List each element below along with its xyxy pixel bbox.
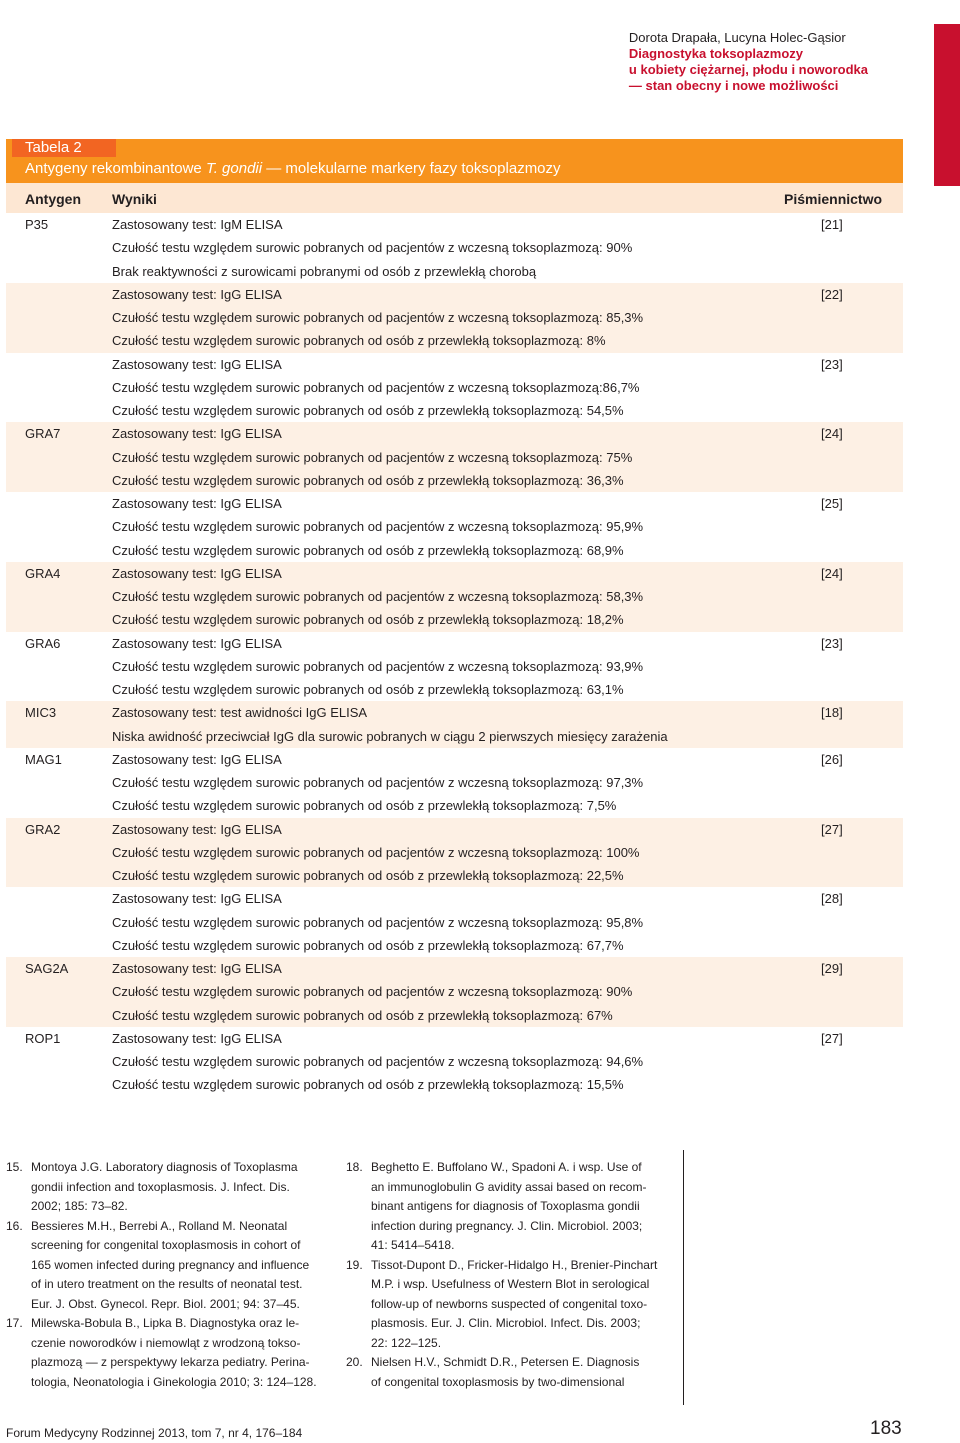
- table-row: [6, 771, 903, 794]
- table-body: [6, 213, 903, 1097]
- cell-result: Czułość testu względem surowic pobranych od osób z przewlekłą toksoplazmozą: 7,5%: [112, 798, 617, 814]
- table-row: [6, 632, 903, 655]
- cell-result: Zastosowany test: IgG ELISA: [112, 961, 282, 976]
- cell-result: Zastosowany test: IgG ELISA: [112, 635, 282, 651]
- cell-result: Czułość testu względem surowic pobranych od osób z przewlekłą toksoplazmozą: 36,3%: [112, 472, 624, 488]
- table-title-prefix: Antygeny rekombinantowe: [25, 160, 206, 177]
- cell-reference: [29]: [821, 961, 843, 976]
- reference-number: 19.: [346, 1257, 363, 1272]
- reference-line: gondii infection and toxoplasmosis. J. Infect. Dis.: [31, 1179, 290, 1194]
- table-row: [6, 260, 903, 283]
- cell-result: Czułość testu względem surowic pobranych od osób z przewlekłą toksoplazmozą: 15,5%: [112, 1077, 624, 1093]
- table-row: [6, 980, 903, 1003]
- cell-result: Czułość testu względem surowic pobranych od pacjentów z wczesną toksoplazmozą: 95,8%: [112, 914, 644, 930]
- table-header: [6, 183, 903, 213]
- table-row: [6, 725, 903, 748]
- running-header: [629, 30, 868, 94]
- reference-line: infection during pregnancy. J. Clin. Microbiol. 2003;: [371, 1218, 643, 1233]
- table-row: [6, 608, 903, 631]
- cell-result: Zastosowany test: IgG ELISA: [112, 356, 282, 372]
- cell-result: Czułość testu względem surowic pobranych od osób z przewlekłą toksoplazmozą: 8%: [112, 333, 606, 349]
- cell-result: Czułość testu względem surowic pobranych od pacjentów z wczesną toksoplazmozą: 97,3%: [112, 775, 644, 790]
- header-authors: Dorota Drapała, Lucyna Holec-Gąsior: [628, 30, 846, 45]
- cell-reference: [24]: [821, 426, 843, 442]
- cell-result: Czułość testu względem surowic pobranych od pacjentów z wczesną toksoplazmozą: 100%: [112, 844, 640, 860]
- cell-reference: [23]: [821, 635, 843, 651]
- table-row: [6, 701, 903, 724]
- table-row: [6, 353, 903, 376]
- cell-reference: [18]: [821, 705, 843, 721]
- cell-result: Czułość testu względem surowic pobranych od osób z przewlekłą toksoplazmozą: 67%: [112, 1007, 613, 1023]
- reference-line: follow-up of newborns suspected of congenital toxo-: [371, 1296, 648, 1311]
- reference-item: [6, 1314, 328, 1392]
- cell-antigen: GRA7: [25, 426, 61, 442]
- cell-result: Zastosowany test: IgG ELISA: [112, 426, 282, 442]
- cell-reference: [24]: [821, 565, 843, 581]
- table-row: [6, 399, 903, 422]
- cell-result: Brak reaktywności z surowicami pobranymi od osób z przewlekłą chorobą: [112, 263, 537, 279]
- reference-line: Montoya J.G. Laboratory diagnosis of Toxoplasma: [31, 1160, 298, 1174]
- cell-antigen: P35: [25, 217, 49, 232]
- table-title: [25, 159, 561, 179]
- reference-line: Nielsen H.V., Schmidt D.R., Petersen E. Diagnosis: [371, 1355, 640, 1369]
- cell-result: Czułość testu względem surowic pobranych od pacjentów z wczesną toksoplazmozą: 85,3%: [112, 310, 644, 325]
- cell-result: Czułość testu względem surowic pobranych od osób z przewlekłą toksoplazmozą: 67,7%: [112, 937, 624, 953]
- table-row: [6, 236, 903, 259]
- cell-result: Zastosowany test: test awidności IgG ELISA: [112, 705, 368, 721]
- cell-antigen: GRA6: [25, 635, 61, 651]
- reference-line: of congenital toxoplasmosis by two-dimensional: [371, 1374, 625, 1389]
- table-row: [6, 562, 903, 585]
- table-row: [6, 1073, 903, 1096]
- cell-antigen: GRA2: [25, 821, 61, 837]
- reference-number: 17.: [6, 1316, 23, 1330]
- table-caption: [6, 139, 903, 183]
- reference-item: [6, 1217, 328, 1315]
- cell-result: Czułość testu względem surowic pobranych od pacjentów z wczesną toksoplazmozą:86,7%: [112, 379, 640, 395]
- reference-line: 165 women infected during pregnancy and influence: [31, 1257, 310, 1272]
- cell-result: Zastosowany test: IgG ELISA: [112, 496, 282, 511]
- table-row: [6, 306, 903, 329]
- reference-line: Beghetto E. Buffolano W., Spadoni A. i wsp. Use of: [371, 1160, 642, 1174]
- reference-line: Eur. J. Obst. Gynecol. Repr. Biol. 2001; 94: 37–45.: [31, 1296, 300, 1311]
- cell-result: Czułość testu względem surowic pobranych od osób z przewlekłą toksoplazmozą: 18,2%: [112, 612, 624, 628]
- table-label: Tabela 2: [25, 139, 82, 156]
- column-header-references: Piśmiennictwo: [784, 191, 883, 207]
- reference-line: of in utero treatment on the results of neonatal test.: [31, 1277, 303, 1291]
- table-row: [6, 1050, 903, 1073]
- cell-result: Zastosowany test: IgG ELISA: [112, 565, 282, 581]
- reference-item: [346, 1256, 676, 1354]
- table-row: [6, 283, 903, 306]
- table-row: [6, 794, 903, 817]
- cell-antigen: MIC3: [25, 705, 57, 721]
- reference-line: Tissot-Dupont D., Fricker-Hidalgo H., Brenier-Pinchart: [371, 1257, 658, 1272]
- cell-result: Czułość testu względem surowic pobranych od pacjentów z wczesną toksoplazmozą: 94,6%: [112, 1054, 644, 1069]
- table-row: [6, 585, 903, 608]
- page-number: 183: [870, 1418, 902, 1439]
- cell-antigen: ROP1: [25, 1030, 61, 1046]
- header-title-line-2: u kobiety ciężarnej, płodu i noworodka: [628, 62, 868, 77]
- table-title-suffix: — molekularne markery fazy toksoplazmozy: [262, 160, 561, 177]
- reference-line: tologia, Neonatologia i Ginekologia 2010; 3: 124–128.: [31, 1374, 317, 1389]
- cell-result: Zastosowany test: IgG ELISA: [112, 1030, 282, 1046]
- cell-reference: [22]: [821, 286, 843, 302]
- cell-antigen: SAG2A: [25, 961, 69, 976]
- column-divider: [683, 1150, 684, 1405]
- table-row: [6, 469, 903, 492]
- table-row: [6, 376, 903, 399]
- table-row: [6, 655, 903, 678]
- column-header-results: Wyniki: [112, 191, 157, 207]
- reference-line: screening for congenital toxoplasmosis in cohort of: [31, 1238, 301, 1252]
- cell-reference: [26]: [821, 751, 843, 767]
- reference-number: 16.: [6, 1218, 23, 1233]
- table-row: [6, 818, 903, 841]
- header-title-line-3: — stan obecny i nowe możliwości: [628, 78, 839, 93]
- reference-line: an immunoglobulin G avidity assai based on recom-: [371, 1179, 647, 1194]
- cell-result: Czułość testu względem surowic pobranych od pacjentów z wczesną toksoplazmozą: 95,9%: [112, 519, 644, 535]
- reference-number: 15.: [6, 1160, 23, 1174]
- table-row: [6, 864, 903, 887]
- references-right-column: [346, 1158, 676, 1392]
- table-row: [6, 422, 903, 445]
- cell-antigen: MAG1: [25, 751, 62, 767]
- table-row: [6, 841, 903, 864]
- table-row: [6, 446, 903, 469]
- cell-result: Zastosowany test: IgG ELISA: [112, 286, 282, 302]
- cell-result: Czułość testu względem surowic pobranych od osób z przewlekłą toksoplazmozą: 63,1%: [112, 682, 624, 697]
- cell-reference: [25]: [821, 496, 843, 511]
- cell-result: Zastosowany test: IgG ELISA: [112, 751, 282, 767]
- references-left-column: [6, 1158, 328, 1392]
- cell-reference: [21]: [821, 217, 843, 232]
- cell-reference: [28]: [821, 891, 843, 907]
- footer-journal: Forum Medycyny Rodzinnej 2013, tom 7, nr 4, 176–184: [6, 1426, 303, 1440]
- header-title-line-1: Diagnostyka toksoplazmozy: [628, 46, 804, 61]
- cell-result: Czułość testu względem surowic pobranych od pacjentów z wczesną toksoplazmozą: 90%: [112, 984, 633, 1000]
- column-header-antigen: Antygen: [25, 191, 81, 207]
- reference-line: plasmosis. Eur. J. Clin. Microbiol. Infect. Dis. 2003;: [371, 1316, 641, 1330]
- table-row: [6, 1027, 903, 1050]
- reference-line: czenie noworodków i niemowląt z wrodzoną tokso-: [31, 1335, 301, 1350]
- table-row: [6, 492, 903, 515]
- reference-line: 22: 122–125.: [371, 1335, 442, 1350]
- cell-result: Zastosowany test: IgG ELISA: [112, 891, 282, 907]
- table-row: [6, 515, 903, 538]
- reference-number: 20.: [346, 1355, 363, 1369]
- cell-result: Zastosowany test: IgG ELISA: [112, 821, 282, 837]
- reference-item: [6, 1158, 328, 1217]
- cell-result: Czułość testu względem surowic pobranych od pacjentów z wczesną toksoplazmozą: 58,3%: [112, 589, 644, 604]
- reference-line: 2002; 185: 73–82.: [31, 1199, 128, 1213]
- cell-result: Czułość testu względem surowic pobranych od osób z przewlekłą toksoplazmozą: 22,5%: [112, 868, 624, 883]
- table-title-italic: T. gondii: [205, 160, 263, 177]
- reference-item: [346, 1353, 676, 1392]
- table-row: [6, 911, 903, 934]
- table-row: [6, 539, 903, 562]
- table-row: [6, 678, 903, 701]
- cell-reference: [27]: [821, 1030, 843, 1046]
- red-edge-tab: [934, 24, 960, 186]
- cell-result: Czułość testu względem surowic pobranych od pacjentów z wczesną toksoplazmozą: 90%: [112, 240, 633, 256]
- cell-result: Czułość testu względem surowic pobranych od osób z przewlekłą toksoplazmozą: 68,9%: [112, 542, 624, 558]
- table-row: [6, 1004, 903, 1027]
- reference-line: Bessieres M.H., Berrebi A., Rolland M. Neonatal: [31, 1218, 288, 1233]
- reference-line: M.P. i wsp. Usefulness of Western Blot in serological: [371, 1277, 650, 1291]
- reference-number: 18.: [346, 1160, 363, 1174]
- table-row: [6, 957, 903, 980]
- cell-result: Czułość testu względem surowic pobranych od pacjentów z wczesną toksoplazmozą: 93,9%: [112, 658, 644, 674]
- reference-line: plazmozą — z perspektywy lekarza pediatry. Perina-: [31, 1355, 310, 1369]
- reference-item: [346, 1158, 676, 1256]
- table-row: [6, 213, 903, 236]
- table-row: [6, 887, 903, 910]
- table-row: [6, 934, 903, 957]
- cell-reference: [27]: [821, 821, 843, 837]
- table-row: [6, 329, 903, 352]
- cell-reference: [23]: [821, 356, 843, 372]
- cell-result: Niska awidność przeciwciał IgG dla surowic pobranych w ciągu 2 pierwszych miesięcy zarażenia: [112, 728, 668, 744]
- reference-line: Milewska-Bobula B., Lipka B. Diagnostyka oraz le-: [31, 1316, 300, 1330]
- cell-result: Zastosowany test: IgM ELISA: [112, 217, 283, 232]
- reference-line: 41: 5414–5418.: [371, 1238, 455, 1252]
- reference-line: binant antigens for diagnosis of Toxoplasma gondii: [371, 1199, 640, 1213]
- table-row: [6, 748, 903, 771]
- cell-result: Czułość testu względem surowic pobranych od pacjentów z wczesną toksoplazmozą: 75%: [112, 449, 633, 465]
- cell-result: Czułość testu względem surowic pobranych od osób z przewlekłą toksoplazmozą: 54,5%: [112, 403, 624, 418]
- cell-antigen: GRA4: [25, 565, 61, 581]
